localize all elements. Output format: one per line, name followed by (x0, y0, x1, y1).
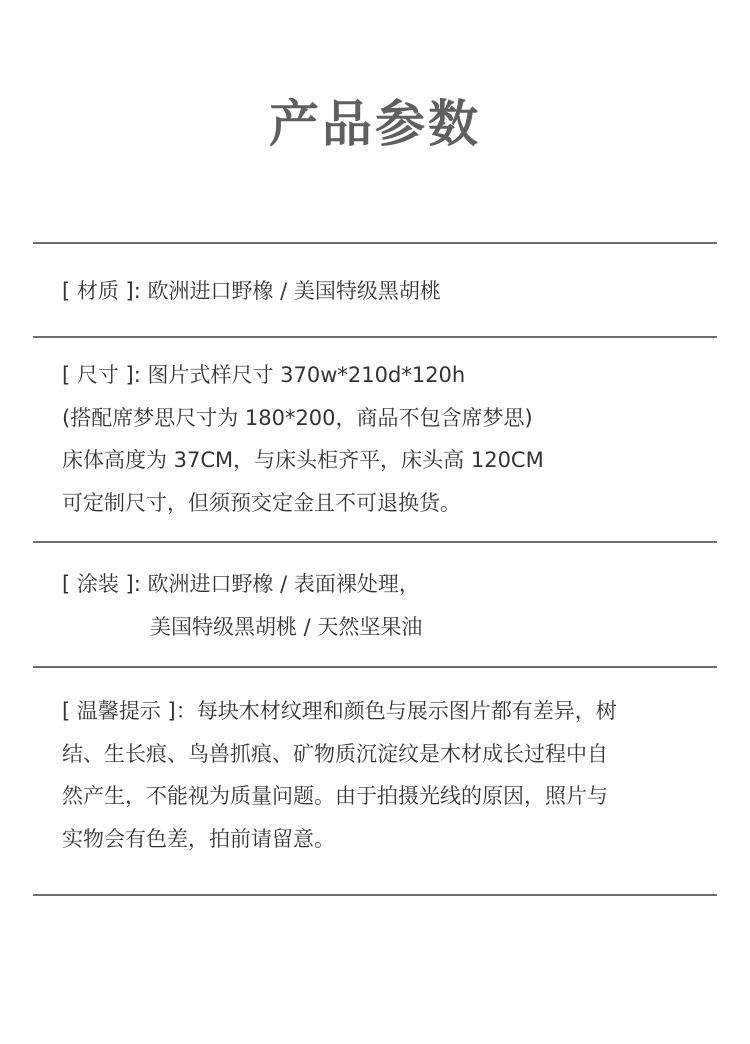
divider (33, 336, 717, 338)
notice-line: 然产生，不能视为质量问题。由于拍摄光线的原因，照片与 (62, 784, 608, 808)
divider (33, 666, 717, 668)
divider (33, 894, 717, 896)
size-line: 床体高度为 37CM，与床头柜齐平，床头高 120CM (62, 448, 544, 472)
size-section (62, 354, 712, 524)
material-text: [ 材质 ]: 欧洲进口野橡 / 美国特级黑胡桃 (62, 279, 441, 303)
finish-line: [ 涂装 ]: 欧洲进口野橡 / 表面裸处理， (62, 572, 420, 596)
notice-section (62, 690, 712, 860)
notice-line: 实物会有色差，拍前请留意。 (62, 826, 335, 851)
finish-line: 美国特级黑胡桃 / 天然坚果油 (150, 614, 423, 639)
notice-line: 结、生长痕、鸟兽抓痕、矿物质沉淀纹是木材成长过程中自 (62, 741, 608, 766)
divider (33, 541, 717, 543)
size-line: [ 尺寸 ]: 图片式样尺寸 370w*210d*120h (62, 363, 466, 387)
page-title: 产品参数 (269, 95, 481, 153)
finish-section (62, 563, 712, 648)
size-line: 可定制尺寸，但须预交定金且不可退换货。 (62, 490, 461, 515)
notice-line: [ 温馨提示 ]：每块木材纹理和颜色与展示图片都有差异，树 (62, 699, 617, 723)
divider (33, 242, 717, 244)
size-line: (搭配席梦思尺寸为 180*200，商品不包含席梦思) (62, 405, 533, 430)
material-section (62, 270, 712, 313)
